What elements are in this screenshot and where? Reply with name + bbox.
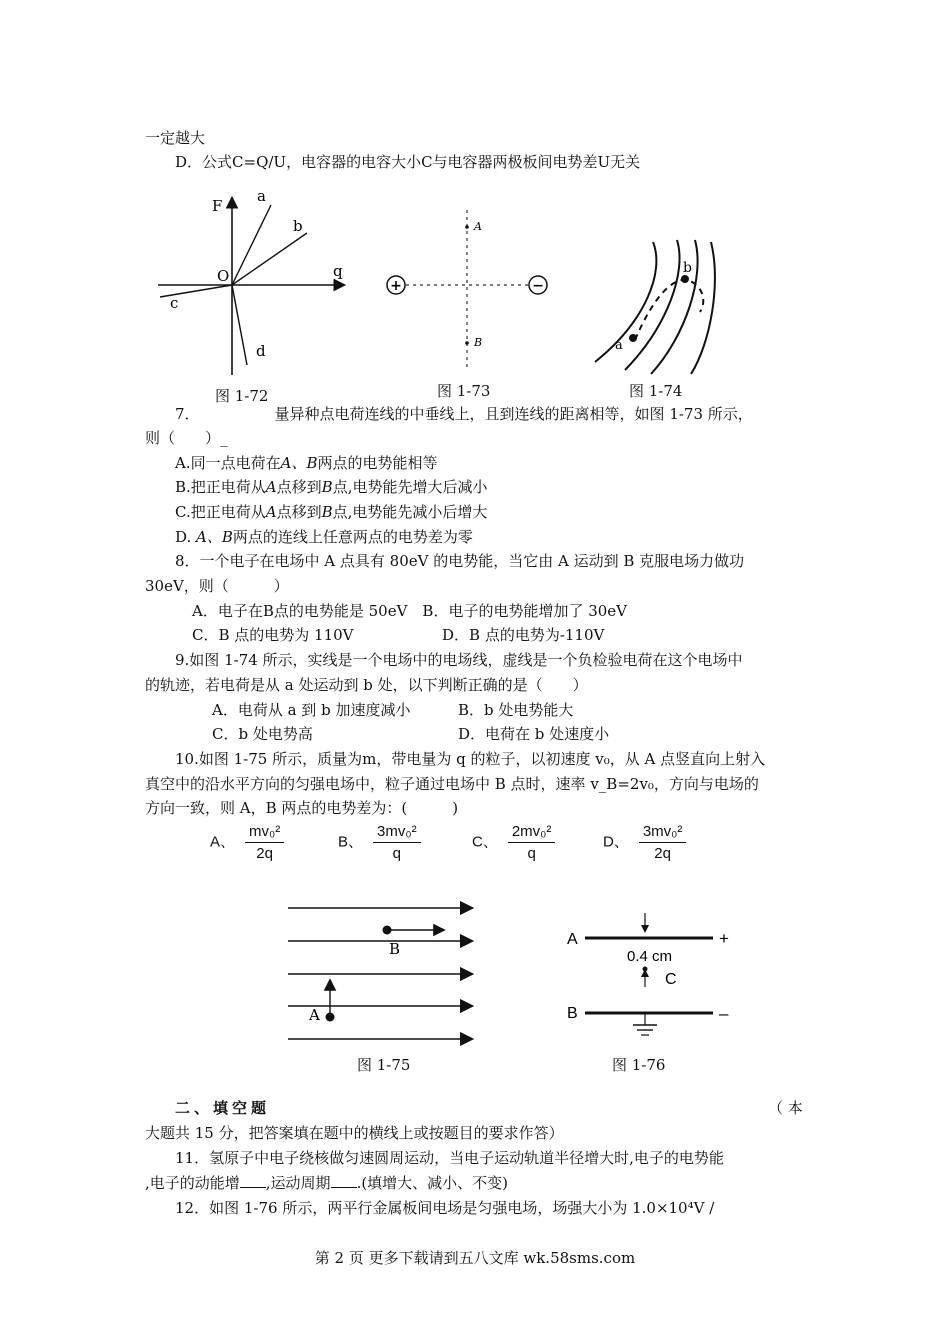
caption-1-75: 图 1-75 bbox=[357, 1056, 411, 1074]
figure-1-74 bbox=[585, 232, 735, 380]
line-b bbox=[232, 233, 307, 285]
caption-1-74: 图 1-74 bbox=[629, 382, 683, 400]
q7-option-d: D. A、B两点的连线上任意两点的电势差为零 bbox=[175, 528, 473, 546]
plus-sign: + bbox=[719, 929, 729, 948]
q10-option-a: A、 $\frac{\text{mv₀²}}{2q}$ bbox=[210, 823, 284, 862]
label-A: A bbox=[474, 220, 482, 233]
line-a bbox=[232, 205, 271, 285]
label-b: b bbox=[293, 217, 303, 235]
q10-stem-line1: 10.如图 1-75 所示，质量为m，带电量为 q 的粒子，以初速度 v₀，从 A 点竖直向上射入 bbox=[175, 750, 766, 768]
label-O: O bbox=[217, 267, 230, 285]
label-F: F bbox=[212, 197, 223, 215]
page-footer: 第 2 页 更多下载请到五八文库 wk.58sms.com bbox=[314, 1249, 636, 1267]
minus-sign: – bbox=[719, 1004, 729, 1023]
q8-options-ab: A．电子在B点的电势能是 50eV B．电子的电势能增加了 30eV bbox=[192, 602, 628, 620]
q9-option-d: D．电荷在 b 处速度小 bbox=[458, 725, 610, 743]
point-a bbox=[629, 334, 637, 342]
q9-option-b: B．b 处电势能大 bbox=[458, 701, 574, 719]
label-a: a bbox=[257, 187, 266, 205]
point-A bbox=[465, 225, 469, 229]
q9-option-a: A．电荷从 a 到 b 加速度减小 bbox=[212, 701, 411, 719]
point-B bbox=[465, 341, 469, 345]
q10-option-c: C、 $\frac{\text{2mv₀²}}{q}$ bbox=[472, 823, 555, 862]
label-B: B bbox=[567, 1005, 578, 1022]
option-d-prev-question: D．公式C=Q/U，电容器的电容大小C与电容器两极板间电势差U无关 bbox=[175, 153, 641, 171]
gap-label: 0.4 cm bbox=[627, 948, 673, 965]
label-q: q bbox=[333, 262, 343, 280]
figure-1-73 bbox=[382, 205, 552, 375]
label-A: A bbox=[567, 931, 578, 948]
section-note-part1: （ 本 bbox=[768, 1099, 803, 1117]
q11-stem-line2: ,电子的动能增 ,运动周期 .(填增大、减小、不变) bbox=[145, 1174, 509, 1192]
label-B: B bbox=[389, 940, 401, 958]
label-d: d bbox=[256, 342, 266, 360]
q7-stem-line2: 则（ ）_ bbox=[145, 429, 228, 447]
figure-1-76 bbox=[555, 905, 755, 1045]
q9-option-c: C．b 处电势高 bbox=[212, 725, 313, 743]
label-B: B bbox=[474, 336, 483, 349]
q7-option-c: C.把正电荷从A点移到B点,电势能先减小后增大 bbox=[175, 503, 488, 521]
q9-stem-line2: 的轨迹，若电荷是从 a 处运动到 b 处，以下判断正确的是（ ） bbox=[145, 676, 588, 694]
trajectory bbox=[635, 280, 703, 340]
q8-stem-line1: 8．一个电子在电场中 A 点具有 80eV 的电势能，当它由 A 运动到 B 克服电场力做功 bbox=[175, 552, 745, 570]
caption-1-76: 图 1-76 bbox=[612, 1056, 666, 1074]
label-a: a bbox=[615, 338, 623, 353]
q11-stem-line1: 11．氢原子中电子绕核做匀速圆周运动，当电子运动轨道半径增大时,电子的电势能 bbox=[175, 1149, 724, 1167]
q12-stem-line1: 12．如图 1-76 所示，两平行金属板间电场是匀强电场，场强大小为 1.0×10⁴V / bbox=[175, 1199, 715, 1217]
q10-stem-line2: 真空中的沿水平方向的匀强电场中，粒子通过电场中 B 点时，速率 v_B=2v₀，方向与电场的 bbox=[145, 775, 759, 793]
line-d bbox=[232, 285, 247, 365]
label-A: A bbox=[309, 1006, 320, 1024]
q8-stem-line2: 30eV，则（ ） bbox=[145, 577, 289, 595]
section-title: 二、填空题 bbox=[175, 1099, 271, 1117]
plus-sign: + bbox=[390, 278, 402, 294]
text-line-continuation: 一定越大 bbox=[145, 129, 206, 147]
q10-stem-line3: 方向一致，则 A，B 两点的电势差为：( ) bbox=[145, 799, 459, 817]
figure-1-72 bbox=[150, 185, 360, 380]
minus-sign: − bbox=[532, 278, 544, 294]
section-note-part2: 大题共 15 分，把答案填在题中的横线上或按题目的要求作答） bbox=[145, 1124, 564, 1142]
point-b bbox=[681, 275, 689, 283]
q10-option-d: D、 $\frac{\text{3mv₀²}}{2q}$ bbox=[603, 823, 686, 862]
answer-blank-2[interactable] bbox=[331, 1173, 357, 1188]
label-c: c bbox=[170, 294, 179, 312]
label-C: C bbox=[665, 971, 677, 988]
answer-blank-1[interactable] bbox=[240, 1173, 266, 1188]
point-C bbox=[643, 967, 648, 972]
q7-option-b: B.把正电荷从A点移到B点,电势能先增大后减小 bbox=[175, 478, 488, 496]
q7-option-a: A.同一点电荷在A、B两点的电势能相等 bbox=[175, 454, 438, 472]
q8-option-d: D．B 点的电势为-110V bbox=[442, 626, 605, 644]
q7-stem-line1: 7． 量异种点电荷连线的中垂线上，且到连线的距离相等，如图 1-73 所示， bbox=[175, 405, 753, 423]
q8-option-c: C．B 点的电势为 110V bbox=[192, 626, 354, 644]
q10-option-b: B、 $\frac{\text{3mv₀²}}{q}$ bbox=[338, 823, 421, 862]
caption-1-72: 图 1-72 bbox=[215, 387, 269, 405]
caption-1-73: 图 1-73 bbox=[437, 382, 491, 400]
q9-stem-line1: 9.如图 1-74 所示，实线是一个电场中的电场线，虚线是一个负检验电荷在这个电场中 bbox=[175, 651, 743, 669]
figure-1-75 bbox=[285, 895, 485, 1055]
label-b: b bbox=[683, 260, 692, 276]
